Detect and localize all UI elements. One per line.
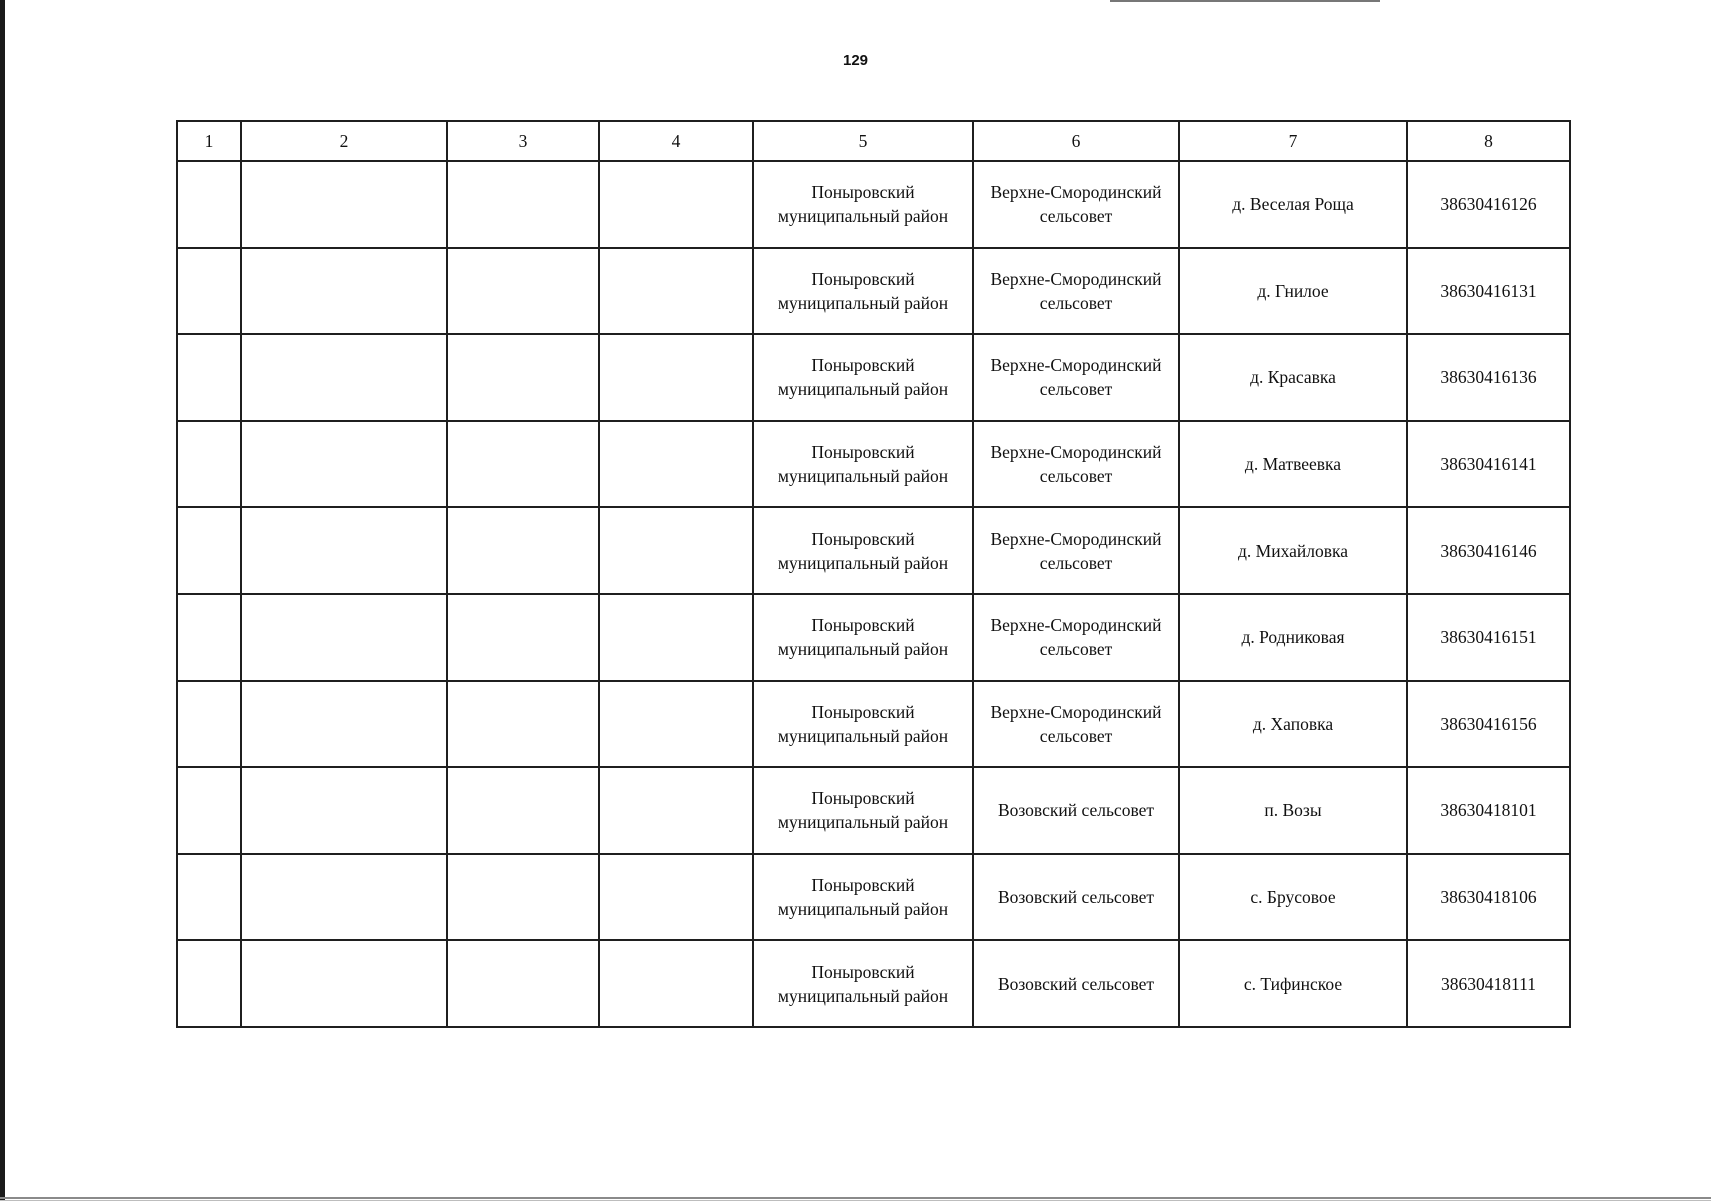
table-row: [177, 421, 1570, 508]
cell-col3: [447, 507, 599, 594]
cell-settlement: д. Веселая Роща: [1179, 161, 1407, 248]
cell-col3: [447, 681, 599, 768]
cell-col4: [599, 507, 753, 594]
cell-district: Поныровский муниципальный район: [753, 594, 973, 681]
cell-district: Поныровский муниципальный район: [753, 248, 973, 335]
table-row: [177, 940, 1570, 1027]
cell-col3: [447, 854, 599, 941]
cell-col1: [177, 767, 241, 854]
cell-council: Верхне-Смородинский сельсовет: [973, 681, 1179, 768]
cell-col3: [447, 421, 599, 508]
cell-col4: [599, 248, 753, 335]
cell-council: Верхне-Смородинский сельсовет: [973, 594, 1179, 681]
cell-council: Верхне-Смородинский сельсовет: [973, 248, 1179, 335]
scan-artifact-top: [1110, 0, 1370, 2]
cell-col2: [241, 854, 447, 941]
cell-col3: [447, 767, 599, 854]
cell-district: Поныровский муниципальный район: [753, 507, 973, 594]
cell-district: Поныровский муниципальный район: [753, 940, 973, 1027]
table-row: [177, 681, 1570, 768]
cell-code: 38630416146: [1407, 507, 1570, 594]
table-row: [177, 507, 1570, 594]
cell-col2: [241, 161, 447, 248]
scan-artifact-bottom: [0, 1197, 1711, 1199]
cell-settlement: с. Тифинское: [1179, 940, 1407, 1027]
cell-code: 38630416126: [1407, 161, 1570, 248]
cell-settlement: с. Брусовое: [1179, 854, 1407, 941]
cell-col2: [241, 594, 447, 681]
cell-settlement: д. Хаповка: [1179, 681, 1407, 768]
cell-col1: [177, 854, 241, 941]
cell-col2: [241, 681, 447, 768]
table-row: [177, 248, 1570, 335]
cell-col4: [599, 767, 753, 854]
cell-council: Верхне-Смородинский сельсовет: [973, 161, 1179, 248]
cell-col1: [177, 248, 241, 335]
cell-council: Возовский сельсовет: [973, 767, 1179, 854]
table-row: [177, 854, 1570, 941]
cell-district: Поныровский муниципальный район: [753, 161, 973, 248]
table-row: [177, 594, 1570, 681]
cell-district: Поныровский муниципальный район: [753, 681, 973, 768]
cell-col4: [599, 940, 753, 1027]
cell-col2: [241, 940, 447, 1027]
cell-col1: [177, 507, 241, 594]
cell-col4: [599, 334, 753, 421]
table-row: [177, 767, 1570, 854]
cell-settlement: д. Матвеевка: [1179, 421, 1407, 508]
cell-col2: [241, 248, 447, 335]
cell-col3: [447, 161, 599, 248]
cell-district: Поныровский муниципальный район: [753, 421, 973, 508]
cell-col1: [177, 334, 241, 421]
cell-code: 38630418111: [1407, 940, 1570, 1027]
cell-code: 38630416141: [1407, 421, 1570, 508]
cell-col3: [447, 248, 599, 335]
column-header-6: 6: [973, 121, 1179, 161]
cell-code: 38630416151: [1407, 594, 1570, 681]
cell-settlement: п. Возы: [1179, 767, 1407, 854]
column-header-7: 7: [1179, 121, 1407, 161]
cell-col4: [599, 594, 753, 681]
cell-code: 38630416131: [1407, 248, 1570, 335]
cell-col1: [177, 940, 241, 1027]
cell-code: 38630418101: [1407, 767, 1570, 854]
cell-col4: [599, 161, 753, 248]
page-edge-left: [0, 0, 5, 1200]
column-header-8: 8: [1407, 121, 1570, 161]
cell-col3: [447, 940, 599, 1027]
cell-council: Верхне-Смородинский сельсовет: [973, 507, 1179, 594]
cell-code: 38630418106: [1407, 854, 1570, 941]
cell-col2: [241, 334, 447, 421]
cell-col4: [599, 421, 753, 508]
cell-council: Возовский сельсовет: [973, 940, 1179, 1027]
cell-code: 38630416136: [1407, 334, 1570, 421]
cell-settlement: д. Красавка: [1179, 334, 1407, 421]
table-row: [177, 334, 1570, 421]
column-header-2: 2: [241, 121, 447, 161]
cell-settlement: д. Михайловка: [1179, 507, 1407, 594]
scan-artifact-top-short: [1355, 0, 1380, 2]
table-row: [177, 161, 1570, 248]
cell-council: Верхне-Смородинский сельсовет: [973, 421, 1179, 508]
column-header-3: 3: [447, 121, 599, 161]
column-header-4: 4: [599, 121, 753, 161]
page-number: 129: [842, 52, 869, 69]
cell-district: Поныровский муниципальный район: [753, 767, 973, 854]
header-row: [177, 121, 1570, 161]
cell-settlement: д. Родниковая: [1179, 594, 1407, 681]
cell-col1: [177, 594, 241, 681]
cell-col2: [241, 507, 447, 594]
cell-col1: [177, 681, 241, 768]
cell-col2: [241, 421, 447, 508]
cell-col2: [241, 767, 447, 854]
cell-col3: [447, 334, 599, 421]
cell-col3: [447, 594, 599, 681]
cell-col4: [599, 681, 753, 768]
column-header-5: 5: [753, 121, 973, 161]
cell-code: 38630416156: [1407, 681, 1570, 768]
cell-district: Поныровский муниципальный район: [753, 334, 973, 421]
cell-council: Верхне-Смородинский сельсовет: [973, 334, 1179, 421]
settlements-table: [176, 120, 1571, 1028]
cell-col1: [177, 421, 241, 508]
cell-col4: [599, 854, 753, 941]
cell-district: Поныровский муниципальный район: [753, 854, 973, 941]
cell-council: Возовский сельсовет: [973, 854, 1179, 941]
cell-settlement: д. Гнилое: [1179, 248, 1407, 335]
column-header-1: 1: [177, 121, 241, 161]
cell-col1: [177, 161, 241, 248]
